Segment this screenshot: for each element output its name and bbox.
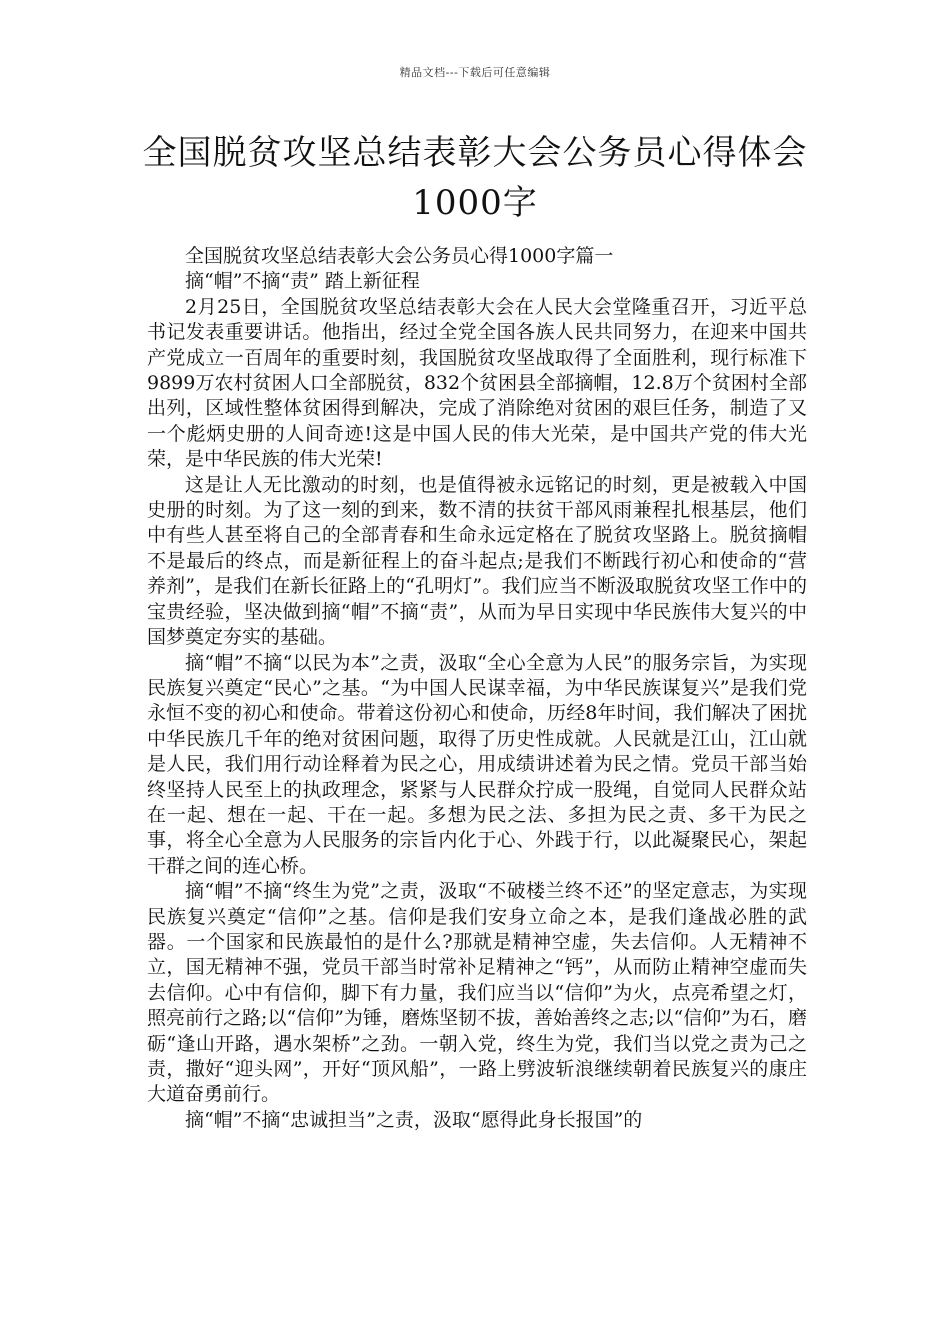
paragraph: 摘“帽”不摘“终生为党”之责，汲取“不破楼兰终不还”的坚定意志，为实现民族复兴奠定“信仰”之基。信仰是我们安身立命之本，是我们逢战必胜的武器。一个国家和民族最怕的是什么?那就是精神空虚，失去信仰。人无精神不立，国无精神不强，党员干部当时常补足精神之“钙”，从而防止精神空虚而失去信仰。心中有信仰，脚下有力量，我们应当以“信仰”为火，点亮希望之灯，照亮前行之路;以“信仰”为锤，磨炼坚韧不拔，善始善终之志;以“信仰”为石，磨砺“逢山开路，遇水架桥”之劲。一朝入党，终生为党，我们当以党之责为己之责，撒好“迎头网”，开好“顶风船”，一路上劈波斩浪继续朝着民族复兴的康庄大道奋勇前行。 xyxy=(147,880,807,1106)
article-subtitle: 摘“帽”不摘“责” 踏上新征程 xyxy=(185,270,420,293)
paragraph: 摘“帽”不摘“以民为本”之责，汲取“全心全意为人民”的服务宗旨，为实现民族复兴奠定“民心”之基。“为中国人民谋幸福，为中华民族谋复兴”是我们党永恒不变的初心和使命。带着这份初心和使命，历经8年时间，我们解决了困扰中华民族几千年的绝对贫困问题，取得了历史性成就。人民就是江山，江山就是人民，我们用行动诠释着为民之心，用成绩讲述着为民之情。党员干部当始终坚持人民至上的执政理念，紧紧与人民群众拧成一股绳，自觉同人民群众站在一起、想在一起、干在一起。多想为民之法、多担为民之责、多干为民之事，将全心全意为人民服务的宗旨内化于心、外践于行，以此凝聚民心，架起干群之间的连心桥。 xyxy=(147,651,807,877)
document-title: 全国脱贫攻坚总结表彰大会公务员心得体会1000字 xyxy=(142,133,808,223)
paragraph: 这是让人无比激动的时刻，也是值得被永远铭记的时刻，更是被载入中国史册的时刻。为了这一刻的到来，数不清的扶贫干部风雨兼程扎根基层，他们中有些人甚至将自己的全部青春和生命永远定格在了脱贫攻坚路上。脱贫摘帽不是最后的终点，而是新征程上的奋斗起点;是我们不断践行初心和使命的“营养剂”，是我们在新长征路上的“孔明灯”。我们应当不断汲取脱贫攻坚工作中的宝贵经验，坚决做到摘“帽”不摘“责”，从而为早日实现中华民族伟大复兴的中国梦奠定夯实的基础。 xyxy=(147,473,807,649)
document-body xyxy=(147,244,807,1133)
section-heading: 全国脱贫攻坚总结表彰大会公务员心得1000字篇一 xyxy=(185,245,614,267)
paragraph: 摘“帽”不摘“忠诚担当”之责，汲取“愿得此身长报国”的 xyxy=(185,1108,643,1131)
paragraph: 2月25日，全国脱贫攻坚总结表彰大会在人民大会堂隆重召开，习近平总书记发表重要讲话。他指出，经过全党全国各族人民共同努力，在迎来中国共产党成立一百周年的重要时刻，我国脱贫攻坚战取得了全面胜利，现行标准下9899万农村贫困人口全部脱贫，832个贫困县全部摘帽，12.8万个贫困村全部出列，区域性整体贫困得到解决，完成了消除绝对贫困的艰巨任务，制造了又一个彪炳史册的人间奇迹!这是中国人民的伟大光荣，是中国共产党的伟大光荣，是中华民族的伟大光荣! xyxy=(147,295,807,471)
page-header-note: 精品文档---下载后可任意编辑 xyxy=(399,66,551,79)
